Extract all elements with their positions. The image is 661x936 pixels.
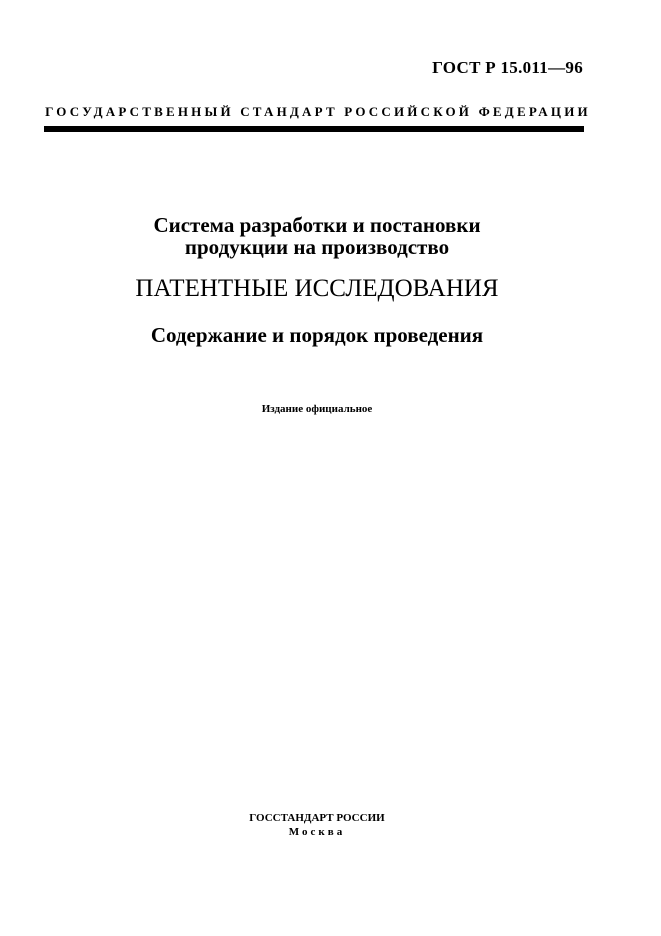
edition-note: Издание официальное [261, 403, 373, 415]
state-standard-heading: ГОСУДАРСТВЕННЫЙ СТАНДАРТ РОССИЙСКОЙ ФЕДЕРАЦИИ [45, 104, 591, 119]
header-rule [44, 126, 584, 132]
subtitle: Содержание и порядок проведения [150, 323, 484, 347]
publisher: ГОССТАНДАРТ РОССИИ [249, 812, 385, 824]
publication-city: Москва [288, 826, 346, 838]
series-title-line-1: Система разработки и постановки [153, 213, 481, 237]
main-title: ПАТЕНТНЫЕ ИССЛЕДОВАНИЯ [135, 275, 499, 302]
series-title-line-2: продукции на производство [184, 235, 450, 259]
document-number: ГОСТ Р 15.011—96 [432, 58, 583, 77]
series-title [0, 214, 634, 258]
